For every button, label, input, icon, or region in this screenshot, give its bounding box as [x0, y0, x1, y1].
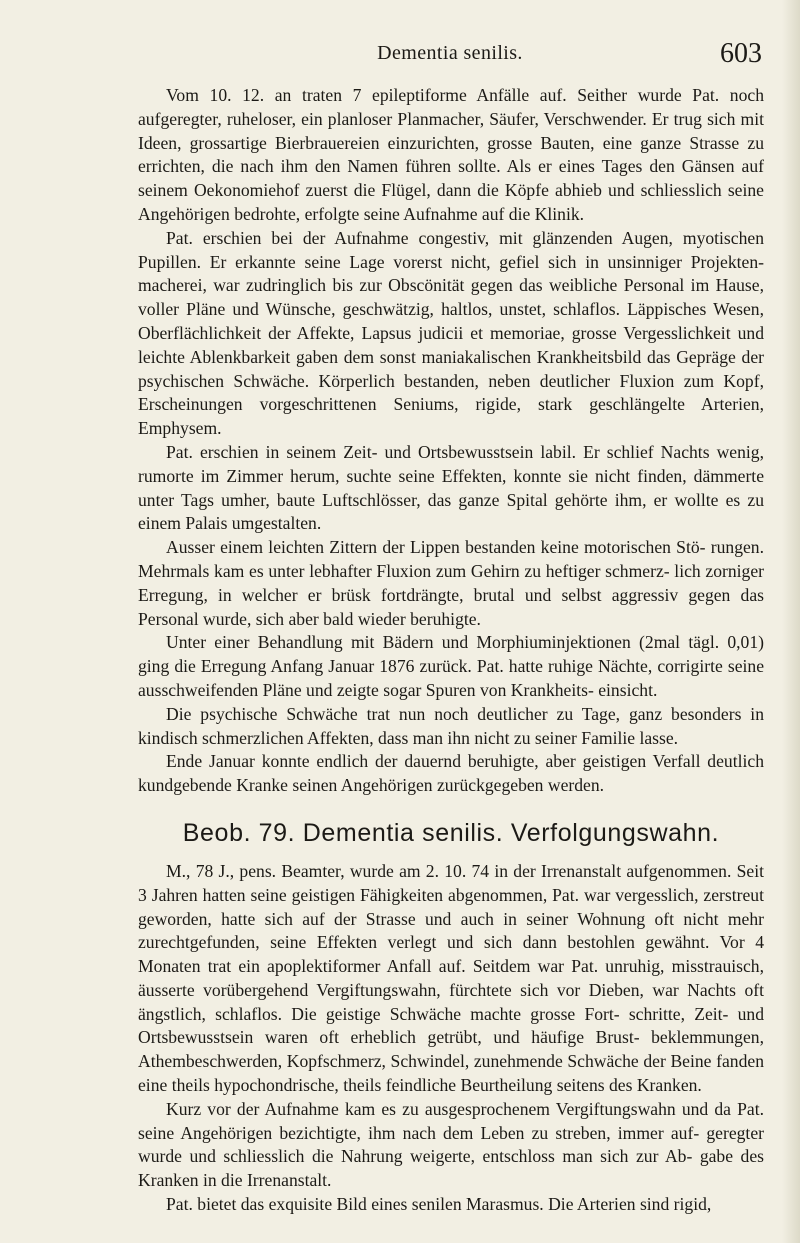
paragraph: Pat. erschien in seinem Zeit- und Ortsbewusstsein labil. Er schlief Nachts wenig, rumorte im Zimmer herum, suchte seine Effekten, konnte sie nicht finden, dämmerte unter Tags umher, baute Luftschlösser, das ganze Spital gehörte ihm, er wollte es zu einem Palais umgestalten.: [138, 441, 764, 534]
page-header: [138, 38, 762, 78]
page-number: 603: [720, 38, 762, 69]
paragraph: Die psychische Schwäche trat nun noch deutlicher zu Tage, ganz besonders in kindisch schmerzlichen Affekten, dass man ihn nicht zu seiner Familie lasse.: [138, 703, 764, 748]
section-heading: Beob. 79. Dementia senilis. Verfolgungswahn.: [182, 818, 720, 847]
page-edge-shadow: [782, 0, 800, 1243]
paragraph: Pat. bietet das exquisite Bild eines senilen Marasmus. Die Arterien sind rigid,: [166, 1194, 712, 1215]
paragraph: Ausser einem leichten Zittern der Lippen bestanden keine motorischen Stö- rungen. Mehrmals kam es unter lebhafter Fluxion zum Gehirn zu heftiger schmerz- lich zorniger Erregung, in welcher er brüsk fortdrängte, brutal und selbst aggressiv gegen das Personal wurde, sich aber bald wieder beruhigte.: [138, 537, 764, 629]
paragraph: Pat. erschien bei der Aufnahme congestiv, mit glänzenden Augen, myotischen Pupillen. Er erkannte seine Lage vorerst nicht, gefiel sich in unsinniger Projekten- macherei, war zudringlich bis zur Obscönität gegen das weibliche Personal im Hause, voller Pläne und Wünsche, geschwätzig, haltlos, unstet, schlaflos. Läppisches Wesen, Oberflächlichkeit der Affekte, Lapsus judicii et memoriae, grosse Vergesslichkeit und leichte Ablenkbarkeit gaben dem sonst maniakalischen Krankheitsbild das Gepräge der psychischen Schwäche. Körperlich bestanden, neben deutlicher Fluxion zum Kopf, Erscheinungen vorgeschrittenen Seniums, rigide, stark geschlängelte Arterien, Emphysem.: [138, 227, 764, 439]
running-title: Dementia senilis.: [377, 42, 523, 64]
page-body: [138, 84, 764, 1217]
paragraph: M., 78 J., pens. Beamter, wurde am 2. 10. 74 in der Irrenanstalt aufgenommen. Seit 3 Jahren hatten seine geistigen Fähigkeiten abgenommen, Pat. war vergesslich, zerstreut geworden, hatte sich auf der Strasse und auch in seiner Wohnung oft nicht mehr zurechtgefunden, seine Effekten verlegt und sich dann bestohlen gewähnt. Vor 4 Monaten trat ein apoplektiformer Anfall auf. Seitdem war Pat. unruhig, misstrauisch, äusserte vorübergehend Vergiftungswahn, fürchtete sich vor Dieben, war Nachts oft ängstlich, schlaflos. Die geistige Schwäche machte grosse Fort- schritte, Zeit- und Ortsbewusstsein waren oft erheblich getrübt, und häufige Brust- beklemmungen, Athembeschwerden, Kopfschmerz, Schwindel, zunehmende Schwäche der Beine fanden eine theils hypochondrische, theils feindliche Beurtheilung seitens des Kranken.: [138, 860, 764, 1096]
paragraph: Ende Januar konnte endlich der dauernd beruhigte, aber geistigen Verfall deutlich kundgebende Kranke seinen Angehörigen zurückgegeben werden.: [138, 751, 764, 796]
paragraph: Unter einer Behandlung mit Bädern und Morphiuminjektionen (2mal tägl. 0,01) ging die Erregung Anfang Januar 1876 zurück. Pat. hatte ruhige Nächte, corrigirte seine ausschweifenden Pläne und zeigte sogar Spuren von Krankheits- einsicht.: [138, 632, 764, 700]
paragraph: Vom 10. 12. an traten 7 epileptiforme Anfälle auf. Seither wurde Pat. noch aufgeregter, ruheloser, ein planloser Planmacher, Säufer, Verschwender. Er trug sich mit Ideen, grossartige Bierbrauereien einzurichten, grosse Bauten, eine ganze Strasse zu errichten, die nach ihm den Namen führen sollte. Als er eines Tages den Gänsen auf seinem Oekonomiehof zuerst die Flügel, dann die Köpfe abhieb und schliesslich seine Angehörigen bedrohte, erfolgte seine Aufnahme auf die Klinik.: [138, 85, 764, 224]
paragraph: Kurz vor der Aufnahme kam es zu ausgesprochenem Vergiftungswahn und da Pat. seine Angehörigen bezichtigte, ihm nach dem Leben zu streben, immer auf- geregter wurde und schliesslich die Nahrung weigerte, entschloss man sich zur Ab- gabe des Kranken in die Irrenanstalt.: [138, 1098, 764, 1191]
